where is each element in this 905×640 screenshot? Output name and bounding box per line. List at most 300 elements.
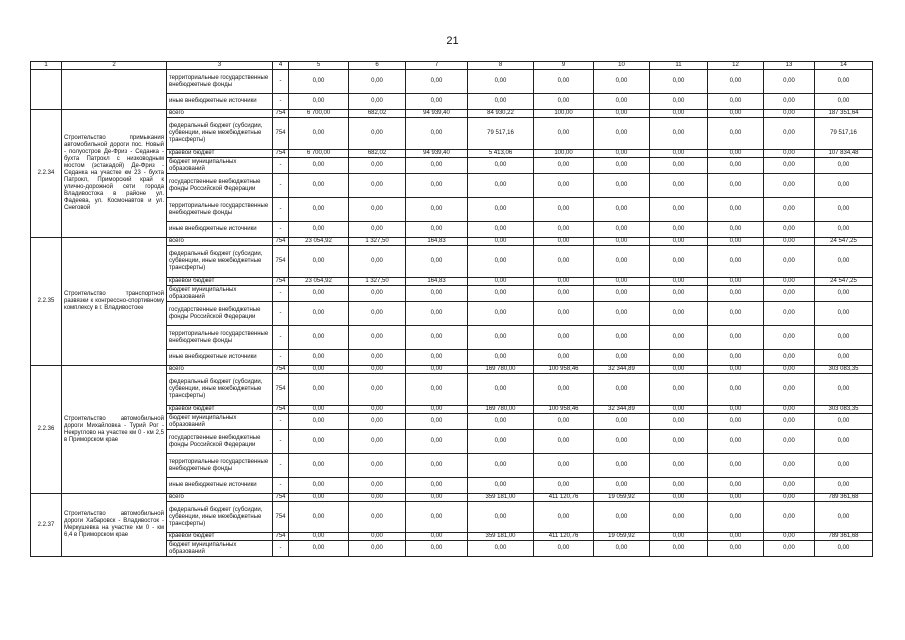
admin-code: - bbox=[273, 94, 289, 110]
amount-cell: 0,00 bbox=[468, 374, 534, 406]
page-number: 21 bbox=[446, 35, 459, 47]
amount-cell: 0,00 bbox=[406, 406, 468, 414]
amount-cell: 0,00 bbox=[406, 302, 468, 326]
column-header: 7 bbox=[406, 62, 468, 70]
table-row bbox=[31, 238, 873, 246]
amount-cell: 0,00 bbox=[594, 454, 650, 478]
amount-cell: 94 939,40 bbox=[406, 110, 468, 118]
amount-cell: 0,00 bbox=[650, 478, 708, 494]
column-header: 9 bbox=[534, 62, 594, 70]
amount-cell: 0,00 bbox=[534, 174, 594, 198]
amount-cell: 0,00 bbox=[708, 406, 764, 414]
amount-cell: 0,00 bbox=[594, 286, 650, 302]
amount-cell: 0,00 bbox=[534, 94, 594, 110]
admin-code: 754 bbox=[273, 150, 289, 158]
amount-cell: 0,00 bbox=[594, 246, 650, 278]
amount-cell: 0,00 bbox=[764, 430, 815, 454]
amount-cell: 0,00 bbox=[349, 198, 406, 222]
amount-cell: 0,00 bbox=[349, 158, 406, 174]
amount-cell: 0,00 bbox=[534, 118, 594, 150]
column-header: 2 bbox=[62, 62, 167, 70]
funding-source: бюджет муниципальных образований bbox=[167, 541, 273, 557]
amount-cell: 0,00 bbox=[289, 158, 349, 174]
amount-cell: 5 413,06 bbox=[468, 150, 534, 158]
row-code: 2.2.35 bbox=[31, 238, 62, 366]
amount-cell: 6 700,00 bbox=[289, 110, 349, 118]
amount-cell: 0,00 bbox=[708, 414, 764, 430]
funding-source: территориальные государственные внебюджетные фонды bbox=[167, 454, 273, 478]
amount-cell: 0,00 bbox=[650, 238, 708, 246]
amount-cell: 100,00 bbox=[534, 150, 594, 158]
amount-cell: 0,00 bbox=[468, 246, 534, 278]
amount-cell: 0,00 bbox=[534, 278, 594, 286]
funding-source: территориальные государственные внебюджетные фонды bbox=[167, 326, 273, 350]
amount-cell: 0,00 bbox=[650, 174, 708, 198]
amount-cell: 0,00 bbox=[815, 222, 873, 238]
funding-source: государственные внебюджетные фонды Российской Федерации bbox=[167, 430, 273, 454]
amount-cell: 0,00 bbox=[349, 118, 406, 150]
funding-source: бюджет муниципальных образований bbox=[167, 158, 273, 174]
amount-cell: 100 958,46 bbox=[534, 406, 594, 414]
admin-code: - bbox=[273, 222, 289, 238]
funding-source: федеральный бюджет (субсидии, субвенции, иные межбюджетные трансферты) bbox=[167, 246, 273, 278]
amount-cell: 0,00 bbox=[650, 366, 708, 374]
amount-cell: 0,00 bbox=[289, 406, 349, 414]
amount-cell: 0,00 bbox=[764, 541, 815, 557]
amount-cell: 0,00 bbox=[406, 374, 468, 406]
funding-source: федеральный бюджет (субсидии, субвенции, иные межбюджетные трансферты) bbox=[167, 374, 273, 406]
amount-cell: 0,00 bbox=[764, 414, 815, 430]
column-header: 6 bbox=[349, 62, 406, 70]
table-row bbox=[31, 366, 873, 374]
amount-cell: 164,83 bbox=[406, 278, 468, 286]
amount-cell: 0,00 bbox=[650, 222, 708, 238]
amount-cell: 0,00 bbox=[406, 366, 468, 374]
amount-cell: 0,00 bbox=[289, 494, 349, 502]
funding-source: всего bbox=[167, 110, 273, 118]
funding-source: всего bbox=[167, 366, 273, 374]
budget-table bbox=[30, 61, 873, 557]
amount-cell: 0,00 bbox=[406, 222, 468, 238]
amount-cell: 79 517,16 bbox=[468, 118, 534, 150]
amount-cell: 0,00 bbox=[349, 374, 406, 406]
amount-cell: 100,00 bbox=[534, 110, 594, 118]
amount-cell: 0,00 bbox=[349, 430, 406, 454]
amount-cell: 0,00 bbox=[594, 350, 650, 366]
amount-cell: 0,00 bbox=[349, 533, 406, 541]
admin-code: - bbox=[273, 541, 289, 557]
amount-cell: 0,00 bbox=[468, 222, 534, 238]
amount-cell: 0,00 bbox=[650, 430, 708, 454]
amount-cell: 0,00 bbox=[289, 350, 349, 366]
amount-cell: 0,00 bbox=[650, 246, 708, 278]
amount-cell: 0,00 bbox=[289, 374, 349, 406]
amount-cell: 0,00 bbox=[764, 94, 815, 110]
amount-cell: 0,00 bbox=[289, 222, 349, 238]
amount-cell: 0,00 bbox=[534, 222, 594, 238]
column-header: 10 bbox=[594, 62, 650, 70]
amount-cell: 0,00 bbox=[289, 302, 349, 326]
column-header: 4 bbox=[273, 62, 289, 70]
amount-cell: 0,00 bbox=[708, 70, 764, 94]
funding-source: краевой бюджет bbox=[167, 278, 273, 286]
amount-cell: 0,00 bbox=[349, 494, 406, 502]
amount-cell: 0,00 bbox=[534, 374, 594, 406]
admin-code: - bbox=[273, 414, 289, 430]
funding-source: иные внебюджетные источники bbox=[167, 94, 273, 110]
amount-cell: 0,00 bbox=[349, 286, 406, 302]
amount-cell: 0,00 bbox=[764, 366, 815, 374]
amount-cell: 411 120,76 bbox=[534, 533, 594, 541]
amount-cell: 0,00 bbox=[534, 414, 594, 430]
admin-code: - bbox=[273, 198, 289, 222]
amount-cell: 0,00 bbox=[349, 454, 406, 478]
row-code: 2.2.36 bbox=[31, 366, 62, 494]
amount-cell: 0,00 bbox=[534, 430, 594, 454]
amount-cell: 0,00 bbox=[650, 110, 708, 118]
amount-cell: 0,00 bbox=[764, 158, 815, 174]
table-body bbox=[31, 70, 873, 557]
amount-cell: 0,00 bbox=[289, 174, 349, 198]
admin-code: 754 bbox=[273, 246, 289, 278]
amount-cell: 0,00 bbox=[764, 150, 815, 158]
amount-cell: 0,00 bbox=[534, 238, 594, 246]
amount-cell: 0,00 bbox=[650, 414, 708, 430]
amount-cell: 0,00 bbox=[468, 430, 534, 454]
amount-cell: 0,00 bbox=[708, 302, 764, 326]
amount-cell: 0,00 bbox=[349, 478, 406, 494]
amount-cell: 0,00 bbox=[594, 198, 650, 222]
admin-code: - bbox=[273, 302, 289, 326]
amount-cell: 0,00 bbox=[708, 278, 764, 286]
admin-code: - bbox=[273, 70, 289, 94]
amount-cell: 0,00 bbox=[594, 150, 650, 158]
column-header: 14 bbox=[815, 62, 873, 70]
amount-cell: 0,00 bbox=[815, 502, 873, 533]
amount-cell: 0,00 bbox=[406, 541, 468, 557]
amount-cell: 0,00 bbox=[349, 326, 406, 350]
amount-cell: 0,00 bbox=[289, 94, 349, 110]
row-code bbox=[31, 70, 62, 110]
amount-cell: 84 930,22 bbox=[468, 110, 534, 118]
amount-cell: 0,00 bbox=[349, 350, 406, 366]
amount-cell: 0,00 bbox=[468, 502, 534, 533]
amount-cell: 0,00 bbox=[708, 430, 764, 454]
funding-source: краевой бюджет bbox=[167, 533, 273, 541]
amount-cell: 0,00 bbox=[289, 533, 349, 541]
amount-cell: 0,00 bbox=[594, 110, 650, 118]
amount-cell: 0,00 bbox=[289, 326, 349, 350]
amount-cell: 0,00 bbox=[468, 326, 534, 350]
amount-cell: 0,00 bbox=[815, 286, 873, 302]
amount-cell: 0,00 bbox=[406, 454, 468, 478]
amount-cell: 0,00 bbox=[468, 158, 534, 174]
amount-cell: 0,00 bbox=[406, 198, 468, 222]
amount-cell: 789 361,68 bbox=[815, 494, 873, 502]
funding-source: иные внебюджетные источники bbox=[167, 478, 273, 494]
amount-cell: 0,00 bbox=[289, 286, 349, 302]
amount-cell: 164,83 bbox=[406, 238, 468, 246]
amount-cell: 0,00 bbox=[815, 478, 873, 494]
amount-cell: 0,00 bbox=[650, 326, 708, 350]
amount-cell: 0,00 bbox=[406, 478, 468, 494]
amount-cell: 0,00 bbox=[594, 302, 650, 326]
amount-cell: 0,00 bbox=[764, 110, 815, 118]
amount-cell: 19 059,92 bbox=[594, 494, 650, 502]
amount-cell: 0,00 bbox=[468, 286, 534, 302]
amount-cell: 0,00 bbox=[708, 94, 764, 110]
amount-cell: 0,00 bbox=[815, 94, 873, 110]
amount-cell: 23 054,92 bbox=[289, 278, 349, 286]
amount-cell: 0,00 bbox=[289, 502, 349, 533]
amount-cell: 0,00 bbox=[764, 533, 815, 541]
amount-cell: 0,00 bbox=[468, 70, 534, 94]
column-header: 12 bbox=[708, 62, 764, 70]
funding-source: всего bbox=[167, 494, 273, 502]
amount-cell: 0,00 bbox=[594, 118, 650, 150]
amount-cell: 0,00 bbox=[406, 430, 468, 454]
amount-cell: 0,00 bbox=[534, 478, 594, 494]
amount-cell: 0,00 bbox=[708, 198, 764, 222]
amount-cell: 359 181,00 bbox=[468, 533, 534, 541]
funding-source: государственные внебюджетные фонды Российской Федерации bbox=[167, 302, 273, 326]
admin-code: 754 bbox=[273, 110, 289, 118]
amount-cell: 0,00 bbox=[406, 350, 468, 366]
amount-cell: 32 344,89 bbox=[594, 406, 650, 414]
amount-cell: 1 327,50 bbox=[349, 278, 406, 286]
amount-cell: 0,00 bbox=[764, 174, 815, 198]
amount-cell: 0,00 bbox=[815, 454, 873, 478]
amount-cell: 0,00 bbox=[650, 118, 708, 150]
admin-code: 754 bbox=[273, 118, 289, 150]
amount-cell: 0,00 bbox=[349, 366, 406, 374]
amount-cell: 0,00 bbox=[468, 94, 534, 110]
funding-source: всего bbox=[167, 238, 273, 246]
amount-cell: 0,00 bbox=[650, 533, 708, 541]
funding-source: территориальные государственные внебюджетные фонды bbox=[167, 70, 273, 94]
amount-cell: 0,00 bbox=[815, 158, 873, 174]
amount-cell: 0,00 bbox=[815, 174, 873, 198]
amount-cell: 169 780,00 bbox=[468, 366, 534, 374]
amount-cell: 0,00 bbox=[406, 494, 468, 502]
funding-source: бюджет муниципальных образований bbox=[167, 286, 273, 302]
amount-cell: 0,00 bbox=[349, 174, 406, 198]
amount-cell: 0,00 bbox=[650, 278, 708, 286]
amount-cell: 0,00 bbox=[406, 502, 468, 533]
amount-cell: 0,00 bbox=[650, 150, 708, 158]
amount-cell: 0,00 bbox=[594, 174, 650, 198]
amount-cell: 0,00 bbox=[349, 502, 406, 533]
amount-cell: 682,02 bbox=[349, 150, 406, 158]
project-name: Строительство примыкания автомобильной дороги пос. Новый - полуостров Де-Фриз - Седанка - бухта Патрокл с низководным мостом (эстакадой) Де-Фриз - Седанка на участке км 23 - бухта Патрокл, Приморский край к улично-дорожной сети города Владивостока в районе ул. Фадеева, ул. Космонавтов и ул. Снеговой bbox=[62, 110, 167, 238]
amount-cell: 0,00 bbox=[650, 541, 708, 557]
amount-cell: 0,00 bbox=[468, 541, 534, 557]
amount-cell: 0,00 bbox=[349, 414, 406, 430]
admin-code: - bbox=[273, 430, 289, 454]
amount-cell: 0,00 bbox=[534, 326, 594, 350]
amount-cell: 0,00 bbox=[815, 70, 873, 94]
funding-source: краевой бюджет bbox=[167, 406, 273, 414]
amount-cell: 0,00 bbox=[534, 350, 594, 366]
amount-cell: 0,00 bbox=[708, 246, 764, 278]
amount-cell: 0,00 bbox=[468, 278, 534, 286]
amount-cell: 0,00 bbox=[349, 406, 406, 414]
column-header: 8 bbox=[468, 62, 534, 70]
table-row bbox=[31, 494, 873, 502]
column-header: 13 bbox=[764, 62, 815, 70]
amount-cell: 107 834,48 bbox=[815, 150, 873, 158]
amount-cell: 0,00 bbox=[594, 374, 650, 406]
amount-cell: 187 351,64 bbox=[815, 110, 873, 118]
amount-cell: 94 939,40 bbox=[406, 150, 468, 158]
project-name: Строительство транспортной развязки к конгрессно-спортивному комплексу в г. Владивостоке bbox=[62, 238, 167, 366]
amount-cell: 0,00 bbox=[708, 494, 764, 502]
amount-cell: 0,00 bbox=[349, 541, 406, 557]
amount-cell: 0,00 bbox=[406, 174, 468, 198]
amount-cell: 0,00 bbox=[406, 286, 468, 302]
amount-cell: 0,00 bbox=[406, 118, 468, 150]
amount-cell: 0,00 bbox=[289, 246, 349, 278]
amount-cell: 0,00 bbox=[468, 414, 534, 430]
amount-cell: 0,00 bbox=[594, 541, 650, 557]
amount-cell: 0,00 bbox=[764, 286, 815, 302]
funding-source: федеральный бюджет (субсидии, субвенции, иные межбюджетные трансферты) bbox=[167, 502, 273, 533]
amount-cell: 0,00 bbox=[764, 454, 815, 478]
amount-cell: 0,00 bbox=[815, 374, 873, 406]
row-code: 2.2.37 bbox=[31, 494, 62, 557]
amount-cell: 0,00 bbox=[468, 302, 534, 326]
project-name bbox=[62, 70, 167, 110]
amount-cell: 0,00 bbox=[406, 94, 468, 110]
amount-cell: 0,00 bbox=[468, 478, 534, 494]
amount-cell: 0,00 bbox=[708, 222, 764, 238]
amount-cell: 0,00 bbox=[815, 326, 873, 350]
amount-cell: 0,00 bbox=[708, 238, 764, 246]
amount-cell: 0,00 bbox=[534, 541, 594, 557]
amount-cell: 0,00 bbox=[406, 533, 468, 541]
amount-cell: 0,00 bbox=[764, 502, 815, 533]
amount-cell: 0,00 bbox=[650, 286, 708, 302]
amount-cell: 0,00 bbox=[406, 246, 468, 278]
amount-cell: 0,00 bbox=[650, 494, 708, 502]
amount-cell: 0,00 bbox=[289, 366, 349, 374]
amount-cell: 0,00 bbox=[764, 350, 815, 366]
amount-cell: 303 083,35 bbox=[815, 406, 873, 414]
row-code: 2.2.34 bbox=[31, 110, 62, 238]
amount-cell: 0,00 bbox=[349, 246, 406, 278]
amount-cell: 0,00 bbox=[289, 430, 349, 454]
amount-cell: 411 120,76 bbox=[534, 494, 594, 502]
amount-cell: 0,00 bbox=[708, 174, 764, 198]
admin-code: 754 bbox=[273, 374, 289, 406]
amount-cell: 0,00 bbox=[708, 286, 764, 302]
amount-cell: 0,00 bbox=[406, 70, 468, 94]
amount-cell: 0,00 bbox=[534, 302, 594, 326]
amount-cell: 0,00 bbox=[815, 198, 873, 222]
amount-cell: 0,00 bbox=[349, 70, 406, 94]
amount-cell: 1 327,50 bbox=[349, 238, 406, 246]
funding-source: бюджет муниципальных образований bbox=[167, 414, 273, 430]
amount-cell: 0,00 bbox=[650, 350, 708, 366]
project-name: Строительство автомобильной дороги Михайловка - Турий Рог - Некруглово на участке км 0 - км 2,5 в Приморском крае bbox=[62, 366, 167, 494]
amount-cell: 0,00 bbox=[289, 70, 349, 94]
amount-cell: 0,00 bbox=[764, 302, 815, 326]
amount-cell: 24 547,25 bbox=[815, 238, 873, 246]
amount-cell: 0,00 bbox=[764, 118, 815, 150]
amount-cell: 0,00 bbox=[708, 502, 764, 533]
amount-cell: 0,00 bbox=[289, 454, 349, 478]
amount-cell: 0,00 bbox=[708, 366, 764, 374]
amount-cell: 0,00 bbox=[815, 350, 873, 366]
amount-cell: 0,00 bbox=[708, 158, 764, 174]
amount-cell: 0,00 bbox=[594, 478, 650, 494]
amount-cell: 0,00 bbox=[650, 406, 708, 414]
amount-cell: 0,00 bbox=[815, 302, 873, 326]
amount-cell: 0,00 bbox=[594, 158, 650, 174]
amount-cell: 0,00 bbox=[406, 414, 468, 430]
amount-cell: 789 361,68 bbox=[815, 533, 873, 541]
amount-cell: 0,00 bbox=[289, 414, 349, 430]
amount-cell: 0,00 bbox=[815, 246, 873, 278]
column-header: 5 bbox=[289, 62, 349, 70]
amount-cell: 0,00 bbox=[594, 70, 650, 94]
amount-cell: 0,00 bbox=[650, 198, 708, 222]
funding-source: иные внебюджетные источники bbox=[167, 222, 273, 238]
column-header: 11 bbox=[650, 62, 708, 70]
admin-code: 754 bbox=[273, 278, 289, 286]
amount-cell: 0,00 bbox=[468, 174, 534, 198]
amount-cell: 0,00 bbox=[534, 454, 594, 478]
funding-source: иные внебюджетные источники bbox=[167, 350, 273, 366]
amount-cell: 0,00 bbox=[708, 374, 764, 406]
amount-cell: 0,00 bbox=[534, 502, 594, 533]
amount-cell: 0,00 bbox=[764, 478, 815, 494]
amount-cell: 0,00 bbox=[764, 198, 815, 222]
amount-cell: 0,00 bbox=[815, 541, 873, 557]
amount-cell: 0,00 bbox=[764, 374, 815, 406]
amount-cell: 0,00 bbox=[708, 454, 764, 478]
amount-cell: 0,00 bbox=[594, 502, 650, 533]
amount-cell: 0,00 bbox=[534, 246, 594, 278]
amount-cell: 0,00 bbox=[594, 238, 650, 246]
amount-cell: 0,00 bbox=[764, 246, 815, 278]
amount-cell: 100 958,46 bbox=[534, 366, 594, 374]
admin-code: - bbox=[273, 478, 289, 494]
amount-cell: 0,00 bbox=[764, 494, 815, 502]
amount-cell: 0,00 bbox=[764, 326, 815, 350]
admin-code: - bbox=[273, 350, 289, 366]
amount-cell: 0,00 bbox=[534, 286, 594, 302]
amount-cell: 6 700,00 bbox=[289, 150, 349, 158]
amount-cell: 359 181,00 bbox=[468, 494, 534, 502]
funding-source: краевой бюджет bbox=[167, 150, 273, 158]
amount-cell: 0,00 bbox=[594, 326, 650, 350]
amount-cell: 682,02 bbox=[349, 110, 406, 118]
amount-cell: 0,00 bbox=[594, 430, 650, 454]
amount-cell: 32 344,89 bbox=[594, 366, 650, 374]
amount-cell: 0,00 bbox=[594, 414, 650, 430]
amount-cell: 0,00 bbox=[708, 533, 764, 541]
project-name: Строительство автомобильной дороги Хабаровск - Владивосток - Меркушевка на участке км 0 - км 6,4 в Приморском крае bbox=[62, 494, 167, 557]
amount-cell: 0,00 bbox=[289, 541, 349, 557]
amount-cell: 0,00 bbox=[650, 502, 708, 533]
amount-cell: 24 547,25 bbox=[815, 278, 873, 286]
amount-cell: 0,00 bbox=[534, 70, 594, 94]
amount-cell: 0,00 bbox=[764, 70, 815, 94]
amount-cell: 0,00 bbox=[534, 198, 594, 222]
amount-cell: 0,00 bbox=[708, 326, 764, 350]
amount-cell: 0,00 bbox=[468, 454, 534, 478]
